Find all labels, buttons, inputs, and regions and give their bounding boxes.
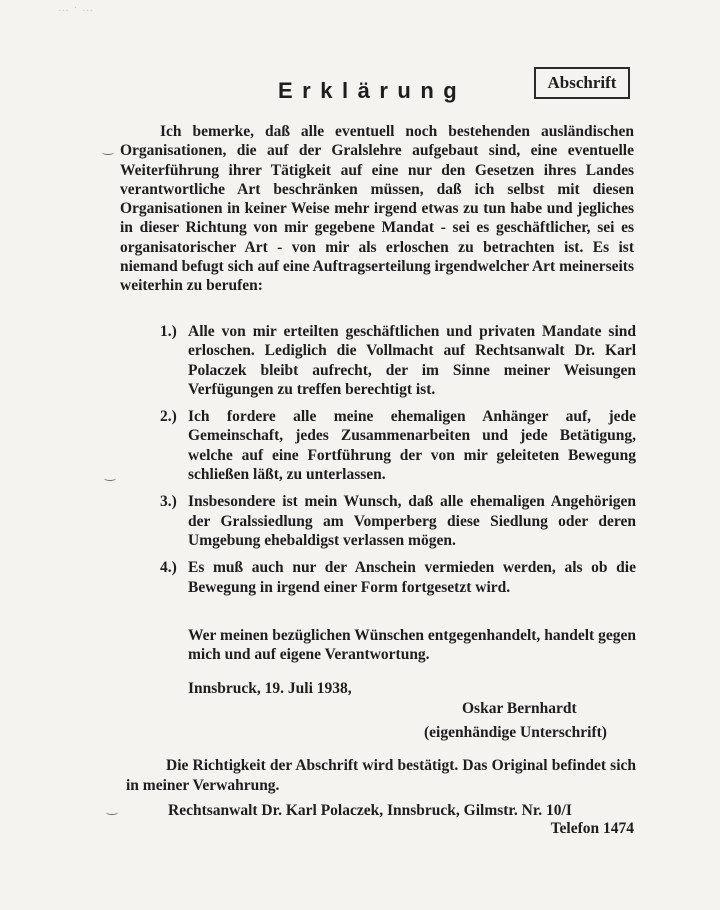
intro-paragraph [120,122,634,296]
list-item-number: 4.) [160,559,177,577]
place-date: Innsbruck, 19. Juli 1938, [188,680,352,697]
lawyer-line: Rechtsanwalt Dr. Karl Polaczek, Innsbruck, Gilmstr. Nr. 10/I [168,802,572,819]
list-item-text: Es muß auch nur der Anschein vermieden werden, als ob die Bewegung in irgend einer Form fortgesetzt wird. [188,559,636,596]
list-item-number: 2.) [160,408,177,426]
margin-tick-mark [104,476,116,481]
intro-text: Ich bemerke, daß alle eventuell noch bestehenden ausländischen Organisationen, die auf der Gralslehre aufgebaut sind, eine eventuelle Weiterführung ihrer Tätigkeit auf eine nur den Gesetzen ihres Landes verantwortliche Art beschränken müssen, daß ich selbst mit diesen Organisationen in keiner Weise mehr irgend etwas zu tun habe und jegliches in dieser Richtung von mir gegebene Mandat - sei es geschäftlicher, sei es organisatorischer Art - von mir als erloschen zu betrachten ist. Es ist niemand befugt sich auf eine Auftragserteilung irgendwelcher Art meinerseits weiterhin zu berufen: [120,123,634,295]
copy-stamp: Abschrift [534,67,630,99]
list-item [160,322,636,399]
list-item-number: 1.) [160,323,177,340]
certification-text: Die Richtigkeit der Abschrift wird bestätigt. Das Original befindet sich in meiner Verwahrung. [126,757,636,794]
document-title: Erklärung [278,78,467,103]
certification-paragraph [126,756,636,795]
margin-tick-mark [106,810,118,815]
corner-smudge: … · … [58,2,95,14]
signer-name: Oskar Bernhardt [462,700,577,717]
margin-tick-mark [102,150,114,155]
list-item-text: Insbesondere ist mein Wunsch, daß alle ehemaligen Angehörigen der Gralssiedlung am Vomperberg diese Siedlung oder deren Umgebung ehebaldigst verlassen mögen. [188,493,636,549]
signature-note: (eigenhändige Unterschrift) [424,724,607,741]
list-item-text: Ich fordere alle meine ehemaligen Anhänger auf, jede Gemeinschaft, jedes Zusammenarbeiten und jede Betätigung, welche auf eine Fortführung der von mir geleiteten Bewegung schließen läßt, zu unterlassen. [188,408,636,484]
phone-line: Telefon 1474 [550,820,634,837]
closing-paragraph: Wer meinen bezüglichen Wünschen entgegenhandelt, handelt gegen mich und auf eigene Verantwortung. [188,627,636,664]
list-item-text: Alle von mir erteilten geschäftlichen und privaten Mandate sind erloschen. Lediglich die Vollmacht auf Rechtsanwalt Dr. Karl Polaczek bleibt aufrecht, der im Sinne meiner Weisungen Verfügungen zu treffen berechtigt ist. [188,323,636,398]
list-item [160,407,636,484]
list-item [160,492,636,550]
list-item [160,558,636,597]
list-item-number: 3.) [160,493,177,511]
numbered-list [160,322,636,605]
